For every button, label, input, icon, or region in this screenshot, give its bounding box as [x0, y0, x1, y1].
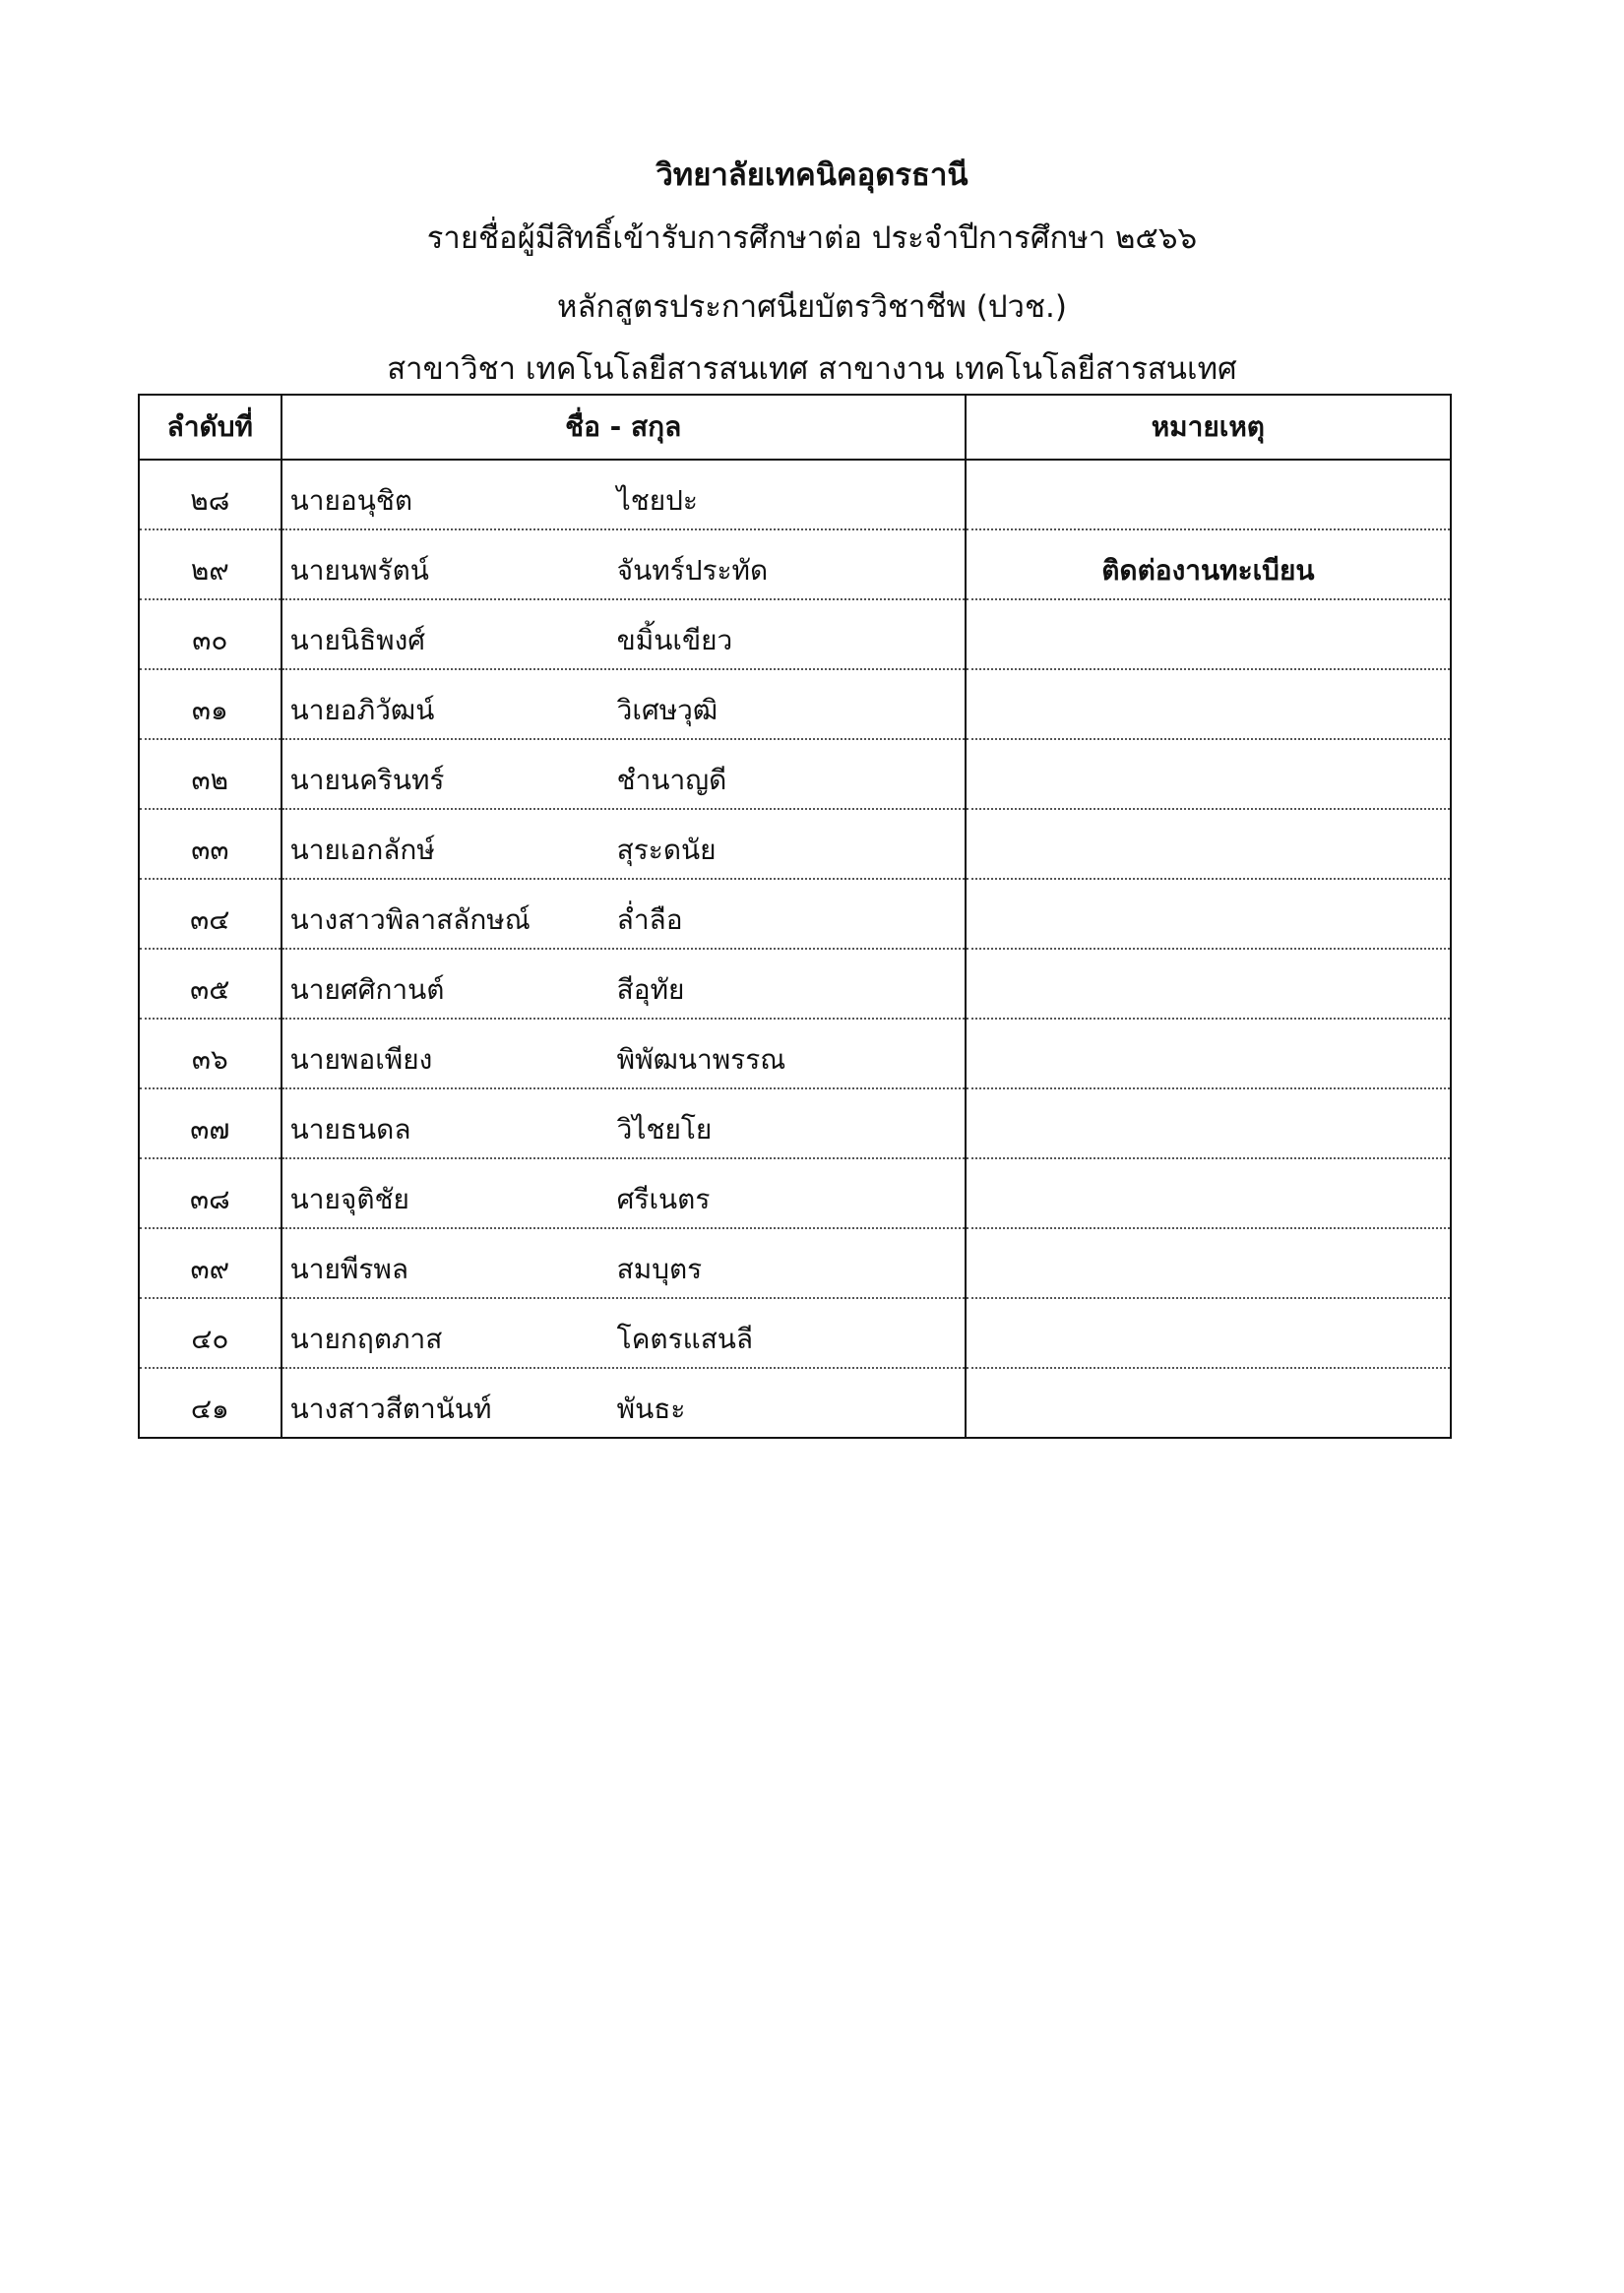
last-name: สมบุตร [616, 1253, 703, 1285]
table-row [139, 1158, 1451, 1228]
first-name: นายจุติชัย [289, 1183, 409, 1215]
remark-cell [966, 1228, 1451, 1298]
row-number: ๓๒ [139, 739, 281, 809]
remark-cell [966, 739, 1451, 809]
last-name: ขมิ้นเขียว [616, 624, 733, 656]
college-name: วิทยาลัยเทคนิคอุดรธานี [656, 157, 968, 193]
table-row [139, 460, 1451, 529]
first-name: นายอภิวัฒน์ [289, 694, 435, 726]
row-number: ๓๕ [139, 949, 281, 1019]
row-number: ๒๘ [139, 460, 281, 529]
column-header-name: ชื่อ - สกุล [281, 395, 966, 460]
remark-cell [966, 949, 1451, 1019]
last-name: สีอุทัย [616, 973, 685, 1006]
program-name: หลักสูตรประกาศนียบัตรวิชาชีพ (ปวช.) [557, 289, 1067, 325]
student-name-cell [281, 669, 966, 739]
table-row [139, 1298, 1451, 1368]
remark-cell [966, 1019, 1451, 1088]
last-name: วิเศษวุฒิ [616, 694, 718, 726]
student-name-cell [281, 599, 966, 669]
student-name-cell [281, 460, 966, 529]
student-name-cell [281, 1298, 966, 1368]
last-name: พิพัฒนาพรรณ [616, 1043, 786, 1076]
table-row [139, 529, 1451, 599]
remark-cell: ติดต่องานทะเบียน [966, 529, 1451, 599]
first-name: นายนิธิพงศ์ [289, 624, 426, 656]
table-row [139, 1088, 1451, 1158]
table-row [139, 1228, 1451, 1298]
first-name: นายนครินทร์ [289, 764, 445, 796]
student-name-cell [281, 809, 966, 879]
remark-cell [966, 1158, 1451, 1228]
first-name: นายธนดล [289, 1113, 411, 1146]
department-name: สาขาวิชา เทคโนโลยีสารสนเทศ สาขางาน เทคโนโลยีสารสนเทศ [387, 351, 1237, 387]
table-body [139, 460, 1451, 1438]
first-name: นายพีรพล [289, 1253, 409, 1285]
row-number: ๓๘ [139, 1158, 281, 1228]
first-name: นายเอกลักษ์ [289, 834, 435, 866]
last-name: ชำนาญดี [616, 764, 727, 796]
student-name-cell [281, 1158, 966, 1228]
table-row [139, 809, 1451, 879]
row-number: ๓๗ [139, 1088, 281, 1158]
last-name: พันธะ [616, 1393, 686, 1425]
student-name-cell [281, 739, 966, 809]
first-name: นางสาวพิลาสลักษณ์ [289, 903, 531, 936]
last-name: ไชยปะ [616, 484, 698, 517]
first-name: นายศศิกานต์ [289, 973, 445, 1006]
table-row [139, 949, 1451, 1019]
row-number: ๓๙ [139, 1228, 281, 1298]
student-name-cell [281, 529, 966, 599]
remark-cell [966, 599, 1451, 669]
row-number: ๓๓ [139, 809, 281, 879]
table-row [139, 879, 1451, 949]
table-row [139, 599, 1451, 669]
row-number: ๓๔ [139, 879, 281, 949]
remark-cell [966, 1298, 1451, 1368]
last-name: วิไชยโย [616, 1113, 713, 1146]
remark-cell [966, 879, 1451, 949]
student-name-cell [281, 879, 966, 949]
first-name: นายพอเพียง [289, 1043, 433, 1076]
table-row [139, 669, 1451, 739]
row-number: ๒๙ [139, 529, 281, 599]
first-name: นายกฤตภาส [289, 1323, 443, 1355]
last-name: สุระดนัย [616, 834, 717, 866]
remark-cell [966, 1368, 1451, 1438]
first-name: นายอนุชิต [289, 484, 413, 517]
row-number: ๔๐ [139, 1298, 281, 1368]
row-number: ๓๑ [139, 669, 281, 739]
student-roster-table [138, 394, 1452, 1439]
last-name: ศรีเนตร [616, 1183, 711, 1215]
last-name: ล่ำลือ [616, 903, 683, 936]
remark-cell [966, 669, 1451, 739]
row-number: ๔๑ [139, 1368, 281, 1438]
student-name-cell [281, 949, 966, 1019]
first-name: นางสาวสีตานันท์ [289, 1393, 492, 1425]
remark-cell [966, 1088, 1451, 1158]
row-number: ๓๐ [139, 599, 281, 669]
student-name-cell [281, 1368, 966, 1438]
student-name-cell [281, 1019, 966, 1088]
row-number: ๓๖ [139, 1019, 281, 1088]
student-name-cell [281, 1228, 966, 1298]
remark-cell [966, 460, 1451, 529]
document-heading: รายชื่อผู้มีสิทธิ์เข้ารับการศึกษาต่อ ประจำปีการศึกษา ๒๕๖๖ [426, 220, 1198, 256]
first-name: นายนพรัตน์ [289, 554, 429, 587]
table-row [139, 739, 1451, 809]
table-row [139, 1368, 1451, 1438]
column-header-remark: หมายเหตุ [966, 395, 1451, 460]
last-name: โคตรแสนลี [616, 1323, 754, 1355]
column-header-number: ลำดับที่ [139, 395, 281, 460]
student-name-cell [281, 1088, 966, 1158]
remark-cell [966, 809, 1451, 879]
table-header-row [139, 395, 1451, 460]
last-name: จันทร์ประทัด [616, 554, 769, 587]
table-row [139, 1019, 1451, 1088]
